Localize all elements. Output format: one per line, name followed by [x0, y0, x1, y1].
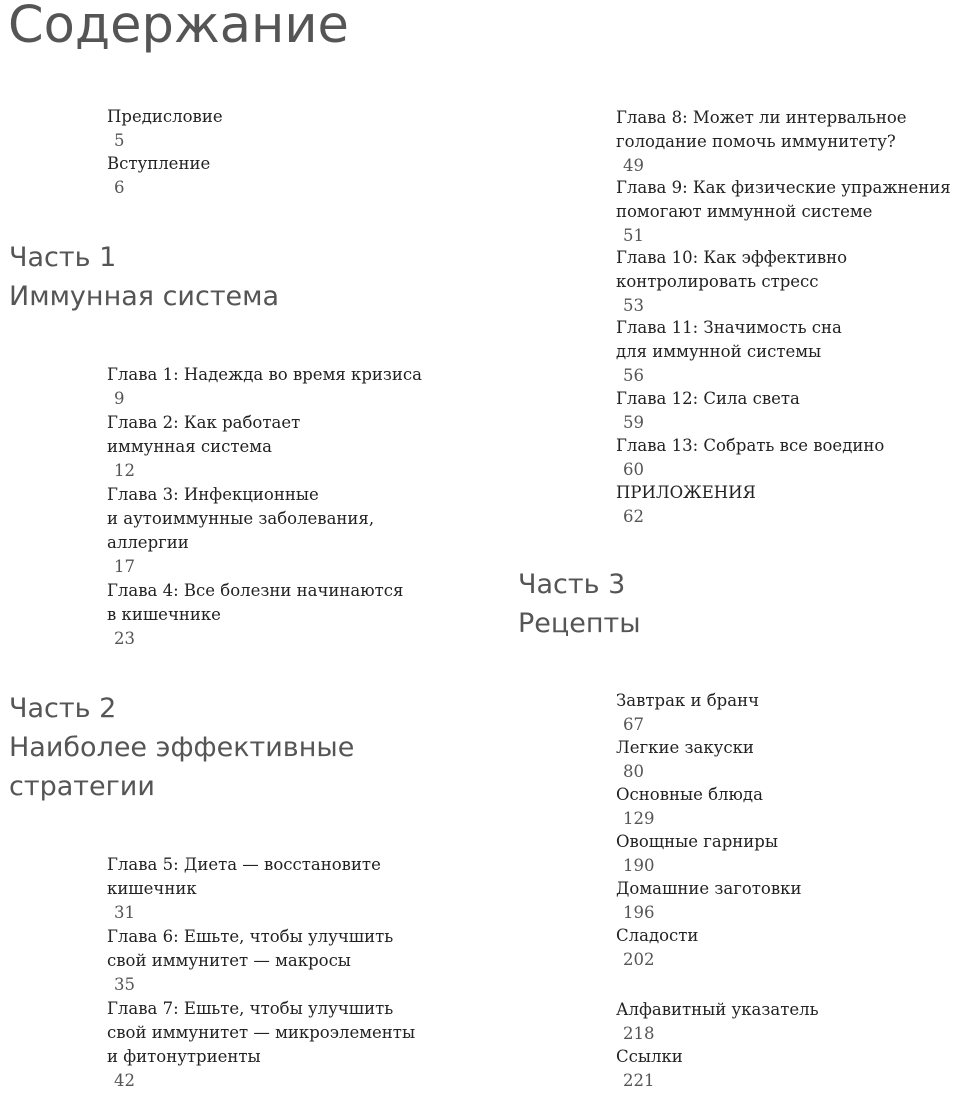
entry-text: аллергии	[107, 533, 189, 552]
toc-entry-preface[interactable]	[107, 105, 223, 153]
entry-text: свой иммунитет — микроэлементы	[107, 1023, 416, 1042]
page-number: 59	[623, 413, 644, 432]
part-1-heading	[9, 238, 279, 316]
entry-text: Сладости	[616, 926, 699, 945]
entry-text: свой иммунитет — макросы	[107, 951, 351, 970]
toc-entry-appendices[interactable]	[616, 481, 756, 529]
page-number: 5	[114, 131, 125, 150]
toc-entry-preserves[interactable]	[616, 877, 801, 925]
page-number: 17	[114, 557, 135, 576]
page-number: 23	[114, 629, 135, 648]
part-name: Иммунная система	[9, 281, 280, 312]
entry-text: Ссылки	[616, 1047, 683, 1066]
page-number: 42	[114, 1071, 135, 1090]
page-number: 190	[623, 856, 655, 875]
entry-text: Глава 9: Как физические упражнения	[616, 178, 951, 197]
entry-text: Глава 6: Ешьте, чтобы улучшить	[107, 927, 394, 946]
toc-entry-chapter-3[interactable]	[107, 483, 374, 579]
toc-entry-chapter-6[interactable]	[107, 925, 393, 997]
entry-text: Легкие закуски	[616, 738, 754, 757]
toc-entry-snacks[interactable]	[616, 736, 754, 784]
entry-text: Глава 11: Значимость сна	[616, 318, 842, 337]
page-number: 80	[623, 762, 644, 781]
entry-text: Завтрак и бранч	[616, 691, 759, 710]
part-number: Часть 2	[9, 693, 117, 724]
entry-text: контролировать стресс	[616, 272, 819, 291]
toc-entry-introduction[interactable]	[107, 152, 210, 200]
toc-entry-chapter-9[interactable]	[616, 176, 951, 248]
entry-text: и фитонутриенты	[107, 1047, 261, 1066]
toc-entry-main-dishes[interactable]	[616, 783, 763, 831]
entry-text: в кишечнике	[107, 605, 221, 624]
toc-entry-breakfast[interactable]	[616, 689, 759, 737]
entry-text: Глава 1: Надежда во время кризиса	[107, 365, 423, 384]
toc-entry-chapter-4[interactable]	[107, 579, 403, 651]
entry-text: Овощные гарниры	[616, 832, 778, 851]
part-3-heading	[518, 565, 641, 643]
entry-text: Домашние заготовки	[616, 879, 802, 898]
page-number: 6	[114, 178, 125, 197]
entry-text: Вступление	[107, 154, 211, 173]
toc-entry-sweets[interactable]	[616, 924, 698, 972]
entry-text: помогают иммунной системе	[616, 202, 873, 221]
page-number: 56	[623, 366, 644, 385]
part-number: Часть 1	[9, 242, 117, 273]
toc-entry-references[interactable]	[616, 1045, 683, 1093]
entry-text: Глава 12: Сила света	[616, 389, 800, 408]
toc-entry-chapter-5[interactable]	[107, 853, 381, 925]
page-number: 60	[623, 460, 644, 479]
entry-text: иммунная система	[107, 437, 272, 456]
page-title: Содержание	[8, 0, 349, 55]
toc-entry-chapter-1[interactable]	[107, 363, 422, 411]
entry-text: Глава 13: Собрать все воедино	[616, 436, 885, 455]
entry-text: ПРИЛОЖЕНИЯ	[616, 483, 756, 502]
page-number: 12	[114, 461, 135, 480]
toc-entry-chapter-7[interactable]	[107, 997, 415, 1093]
entry-text: Предисловие	[107, 107, 223, 126]
entry-text: Алфавитный указатель	[616, 1000, 819, 1019]
page-number: 9	[114, 389, 125, 408]
entry-text: Глава 3: Инфекционные	[107, 485, 319, 504]
toc-entry-chapter-11[interactable]	[616, 316, 842, 388]
entry-text: Глава 8: Может ли интервальное	[616, 108, 907, 127]
part-name: Рецепты	[518, 608, 641, 639]
toc-entry-chapter-12[interactable]	[616, 387, 800, 435]
page-number: 202	[623, 950, 655, 969]
page-number: 196	[623, 903, 655, 922]
page-number: 221	[623, 1071, 655, 1090]
page-number: 218	[623, 1024, 655, 1043]
page-number: 49	[623, 156, 644, 175]
page-number: 129	[623, 809, 655, 828]
page-number: 51	[623, 226, 644, 245]
toc-entry-chapter-8[interactable]	[616, 106, 907, 178]
page-number: 67	[623, 715, 644, 734]
entry-text: Глава 4: Все болезни начинаются	[107, 581, 404, 600]
part-name: стратегии	[9, 771, 155, 802]
entry-text: и аутоиммунные заболевания,	[107, 509, 375, 528]
entry-text: Глава 7: Ешьте, чтобы улучшить	[107, 999, 394, 1018]
part-name: Наиболее эффективные	[9, 732, 355, 763]
toc-entry-index[interactable]	[616, 998, 819, 1046]
entry-text: голодание помочь иммунитету?	[616, 132, 896, 151]
entry-text: кишечник	[107, 879, 197, 898]
entry-text: Глава 10: Как эффективно	[616, 248, 848, 267]
entry-text: для иммунной системы	[616, 342, 822, 361]
entry-text: Глава 2: Как работает	[107, 413, 301, 432]
part-2-heading	[9, 689, 354, 806]
page-number: 62	[623, 507, 644, 526]
entry-text: Глава 5: Диета — восстановите	[107, 855, 381, 874]
page-number: 53	[623, 296, 644, 315]
toc-entry-side-dishes[interactable]	[616, 830, 778, 878]
page-number: 35	[114, 975, 135, 994]
part-number: Часть 3	[518, 569, 626, 600]
entry-text: Основные блюда	[616, 785, 763, 804]
toc-entry-chapter-2[interactable]	[107, 411, 300, 483]
toc-entry-chapter-10[interactable]	[616, 246, 847, 318]
page-number: 31	[114, 903, 135, 922]
toc-entry-chapter-13[interactable]	[616, 434, 884, 482]
